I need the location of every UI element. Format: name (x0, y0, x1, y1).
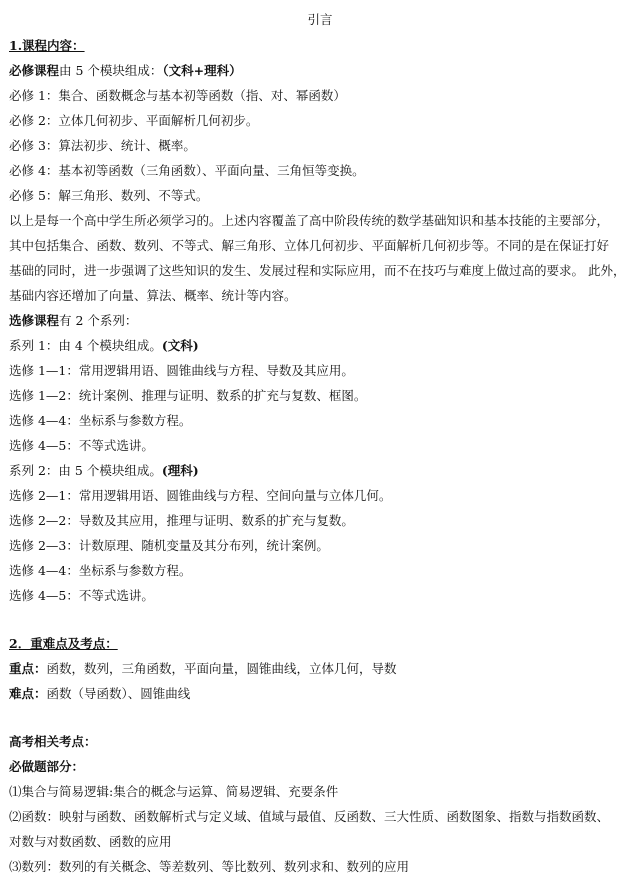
elective-course-label: 选修课程 (9, 313, 60, 328)
required-course-line (9, 63, 631, 79)
elective-4-4-series-2: 选修 4—4：坐标系与参数方程。 (9, 563, 192, 578)
series-2-line (9, 463, 631, 479)
page-title: 引言 (307, 12, 333, 27)
series-2-text: 系列 2：由 5 个模块组成。 (9, 463, 162, 478)
required-module-1: 必修 1：集合、函数概念与基本初等函数（指、对、幂函数） (9, 88, 346, 103)
required-module-4: 必修 4：基本初等函数（三角函数）、平面向量、三角恒等变换。 (9, 163, 365, 178)
elective-2-1: 选修 2—1：常用逻辑用语、圆锥曲线与方程、空间向量与立体几何。 (9, 488, 392, 503)
difficult-points-line (9, 686, 631, 702)
elective-1-2: 选修 1—2：统计案例、推理与证明、数系的扩充与复数、框图。 (9, 388, 367, 403)
section-course-content-heading: 1.课程内容： (9, 38, 85, 53)
must-do-heading: 必做题部分： (9, 759, 85, 774)
series-2-tag: (理科) (161, 463, 199, 478)
paragraph-line-3: 基础的同时，进一步强调了这些知识的发生、发展过程和实际应用，而不在技巧与难度上做过高的要求。 此外， (9, 263, 626, 278)
exam-item-2-line-1: ⑵函数：映射与函数、函数解析式与定义域、值域与最值、反函数、三大性质、函数图象、指数与指数函数、 (9, 809, 610, 824)
required-module-2: 必修 2：立体几何初步、平面解析几何初步。 (9, 113, 259, 128)
difficult-points-label: 难点： (9, 686, 47, 701)
exam-item-2-line-2: 对数与对数函数、函数的应用 (9, 834, 172, 849)
elective-course-line (9, 313, 631, 329)
section-key-points-heading: 2．重难点及考点： (9, 636, 118, 651)
elective-4-5-series-2: 选修 4—5：不等式选讲。 (9, 588, 154, 603)
difficult-points-text: 函数（导函数）、圆锥曲线 (46, 686, 191, 701)
paragraph-line-1: 以上是每一个高中学生所必须学习的。上述内容覆盖了高中阶段传统的数学基础知识和基本技能的主要部分， (9, 213, 610, 228)
required-module-5: 必修 5：解三角形、数列、不等式。 (9, 188, 209, 203)
series-1-line (9, 338, 631, 354)
series-1-tag: (文科) (161, 338, 199, 353)
elective-1-1: 选修 1—1：常用逻辑用语、圆锥曲线与方程、导数及其应用。 (9, 363, 354, 378)
series-1-text: 系列 1：由 4 个模块组成。 (9, 338, 162, 353)
required-course-label: 必修课程 (9, 63, 60, 78)
required-module-3: 必修 3：算法初步、统计、概率。 (9, 138, 196, 153)
elective-course-text: 有 2 个系列： (59, 313, 138, 328)
required-course-text: 由 5 个模块组成： (59, 63, 163, 78)
section-exam-points-heading: 高考相关考点： (9, 734, 97, 749)
key-points-line (9, 661, 631, 677)
elective-2-3: 选修 2—3：计数原理、随机变量及其分布列，统计案例。 (9, 538, 329, 553)
elective-4-4-series-1: 选修 4—4：坐标系与参数方程。 (9, 413, 192, 428)
key-points-text: 函数，数列，三角函数，平面向量，圆锥曲线，立体几何，导数 (46, 661, 397, 676)
exam-item-1: ⑴集合与简易逻辑:集合的概念与运算、简易逻辑、充要条件 (9, 784, 339, 799)
exam-item-3: ⑶数列：数列的有关概念、等差数列、等比数列、数列求和、数列的应用 (9, 859, 410, 874)
paragraph-line-2: 其中包括集合、函数、数列、不等式、解三角形、立体几何初步、平面解析几何初步等。不同的是在保证打好 (9, 238, 610, 253)
elective-4-5-series-1: 选修 4—5：不等式选讲。 (9, 438, 154, 453)
paragraph-line-4: 基础内容还增加了向量、算法、概率、统计等内容。 (9, 288, 297, 303)
required-course-tag: （文科+理科） (162, 63, 242, 78)
elective-2-2: 选修 2—2：导数及其应用，推理与证明、数系的扩充与复数。 (9, 513, 354, 528)
key-points-label: 重点： (9, 661, 47, 676)
